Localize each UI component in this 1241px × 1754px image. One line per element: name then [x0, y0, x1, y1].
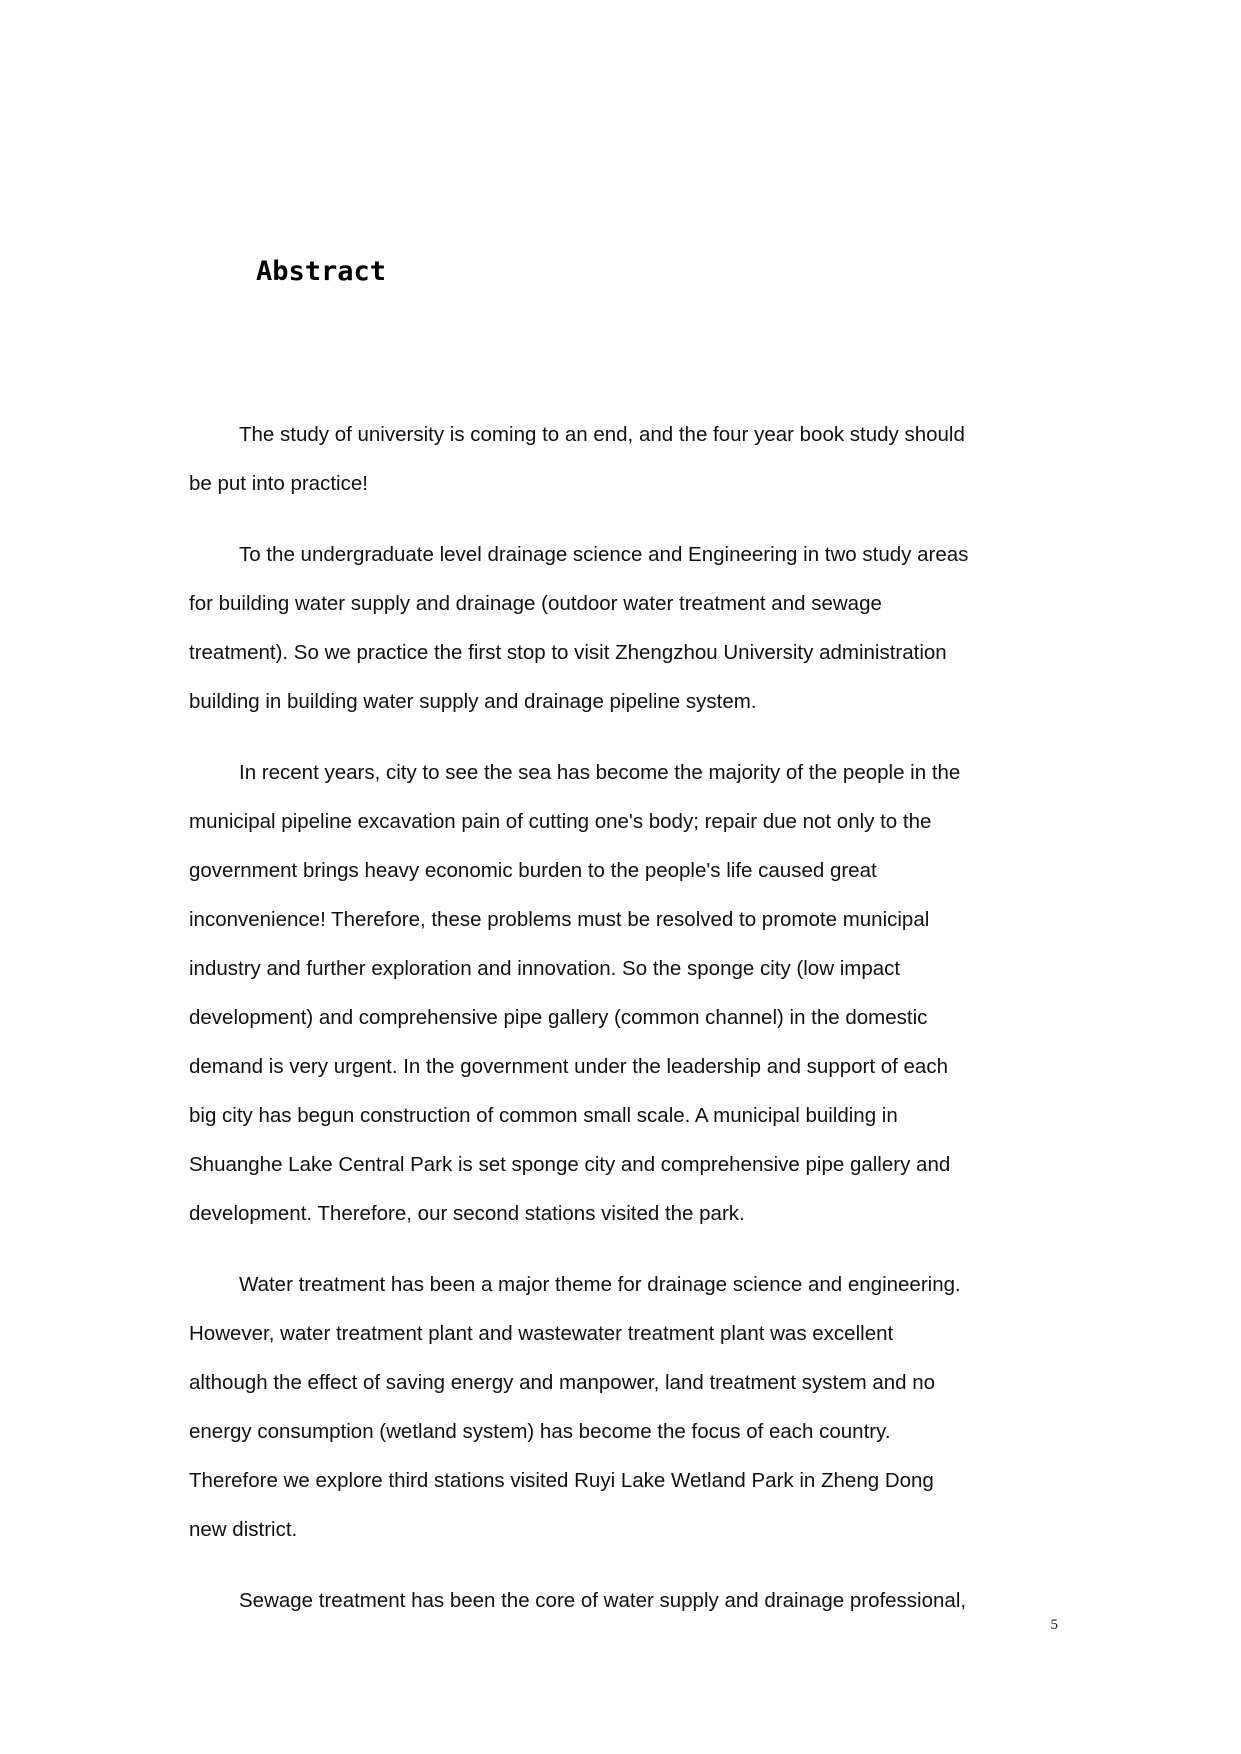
text-line: municipal pipeline excavation pain of cutting one's body; repair due not only to the	[189, 810, 932, 833]
text-line: energy consumption (wetland system) has become the focus of each country.	[189, 1420, 891, 1443]
text-line: In recent years, city to see the sea has become the majority of the people in the	[239, 761, 961, 784]
text-line: development. Therefore, our second stations visited the park.	[189, 1202, 745, 1225]
text-line: development) and comprehensive pipe gallery (common channel) in the domestic	[189, 1006, 928, 1029]
text-line: new district.	[189, 1518, 298, 1541]
text-line: Water treatment has been a major theme for drainage science and engineering.	[239, 1273, 961, 1296]
paragraph-5	[189, 1576, 1089, 1625]
paragraph-1	[189, 410, 1089, 508]
paragraph-2	[189, 530, 1089, 726]
text-line: be put into practice!	[189, 472, 368, 495]
text-line: big city has begun construction of common small scale. A municipal building in	[189, 1104, 898, 1127]
paragraph-3	[189, 748, 1089, 1238]
text-line: treatment). So we practice the first stop to visit Zhengzhou University administration	[189, 641, 947, 664]
text-line: inconvenience! Therefore, these problems must be resolved to promote municipal	[189, 908, 930, 931]
text-line: building in building water supply and drainage pipeline system.	[189, 690, 757, 713]
text-line: Therefore we explore third stations visited Ruyi Lake Wetland Park in Zheng Dong	[189, 1469, 934, 1492]
text-line: Shuanghe Lake Central Park is set sponge city and comprehensive pipe gallery and	[189, 1153, 951, 1176]
text-line: The study of university is coming to an end, and the four year book study should	[239, 423, 965, 446]
text-line: although the effect of saving energy and manpower, land treatment system and no	[189, 1371, 936, 1394]
text-line: However, water treatment plant and wastewater treatment plant was excellent	[189, 1322, 894, 1345]
text-line: Sewage treatment has been the core of water supply and drainage professional,	[239, 1589, 967, 1612]
paragraph-4	[189, 1260, 1089, 1554]
page-title: Abstract	[256, 256, 387, 287]
page-number: 5	[1050, 1617, 1058, 1633]
text-line: To the undergraduate level drainage science and Engineering in two study areas	[239, 543, 969, 566]
text-line: government brings heavy economic burden to the people's life caused great	[189, 859, 877, 882]
text-line: for building water supply and drainage (outdoor water treatment and sewage	[189, 592, 882, 615]
text-line: demand is very urgent. In the government under the leadership and support of each	[189, 1055, 948, 1078]
text-line: industry and further exploration and innovation. So the sponge city (low impact	[189, 957, 901, 980]
abstract-body	[189, 410, 1089, 1647]
